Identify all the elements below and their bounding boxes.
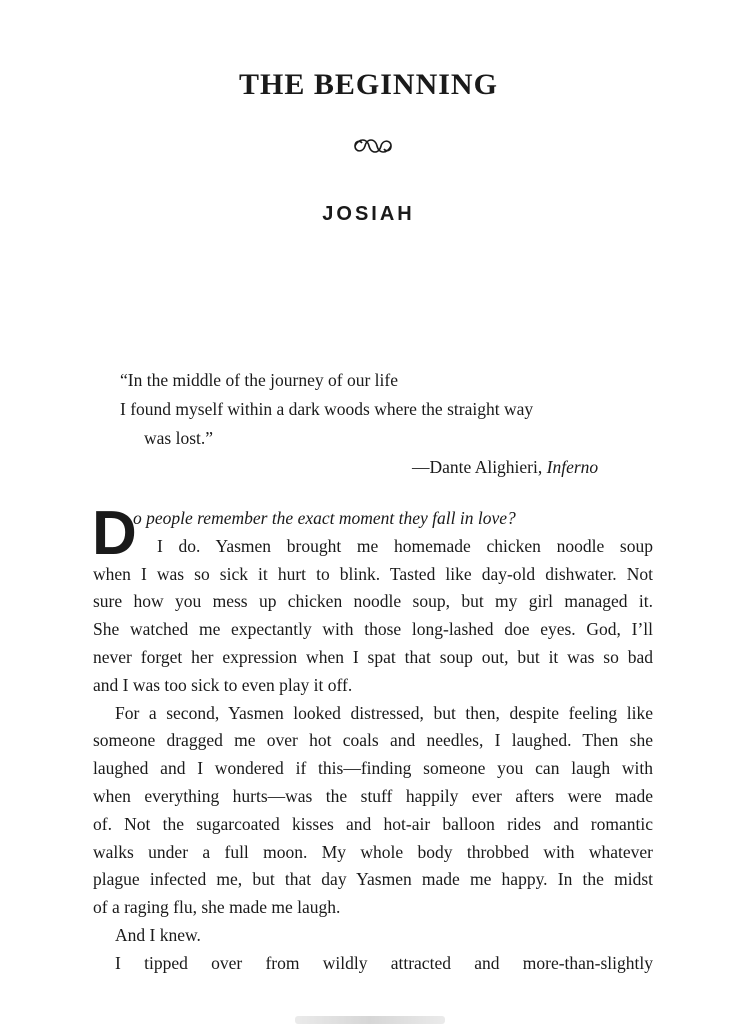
epigraph-line: was lost.” bbox=[144, 428, 214, 448]
paragraph-line: and I was too sick to even play it off. bbox=[93, 674, 353, 695]
epigraph-attribution bbox=[412, 453, 598, 482]
epigraph-line: “In the middle of the journey of our life bbox=[120, 370, 398, 390]
chapter-title: THE BEGINNING bbox=[239, 68, 498, 101]
drop-cap: D bbox=[92, 499, 137, 568]
paragraph-line: sure how you mess up chicken noodle soup, but my girl managed it. bbox=[93, 591, 653, 612]
footer-watermark bbox=[295, 1016, 445, 1024]
paragraph-line: someone dragged me over hot coals and needles, I laughed. Then she bbox=[93, 730, 653, 751]
paragraph-line: I do. Yasmen brought me homemade chicken noodle soup bbox=[157, 535, 653, 556]
paragraph-line: laughed and I wondered if this—finding someone you can laugh with bbox=[93, 758, 653, 779]
paragraph-line: She watched me expectantly with those long-lashed doe eyes. God, I’ll bbox=[93, 619, 653, 640]
paragraph-line: of. Not the sugarcoated kisses and hot-air balloon rides and romantic bbox=[93, 813, 653, 834]
paragraph-line: I tipped over from wildly attracted and more-than-slightly bbox=[115, 952, 653, 973]
epigraph bbox=[120, 366, 650, 477]
paragraph-line: plague infected me, but that day Yasmen made me happy. In the midst bbox=[93, 869, 653, 890]
paragraph-line: when I was so sick it hurt to blink. Tasted like day-old dishwater. Not bbox=[93, 563, 653, 584]
paragraph-line: For a second, Yasmen looked distressed, but then, despite feeling like bbox=[115, 702, 653, 723]
attribution-work: Inferno bbox=[546, 457, 599, 477]
attribution-author: —Dante Alighieri, bbox=[412, 457, 547, 477]
paragraph-line: And I knew. bbox=[115, 924, 201, 945]
epigraph-line: I found myself within a dark woods where the straight way bbox=[120, 399, 534, 419]
paragraph-line: when everything hurts—was the stuff happily ever afters were made bbox=[93, 785, 653, 806]
fleuron-ornament-icon bbox=[351, 134, 395, 158]
pov-character-heading: JOSIAH bbox=[322, 203, 415, 225]
opening-question: o people remember the exact moment they fall in love? bbox=[133, 508, 516, 528]
paragraph-line: never forget her expression when I spat that soup out, but it was so bad bbox=[93, 646, 653, 667]
paragraph-line: walks under a full moon. My whole body throbbed with whatever bbox=[93, 841, 653, 862]
paragraph-line: of a raging flu, she made me laugh. bbox=[93, 897, 341, 918]
chapter-body bbox=[92, 499, 653, 978]
